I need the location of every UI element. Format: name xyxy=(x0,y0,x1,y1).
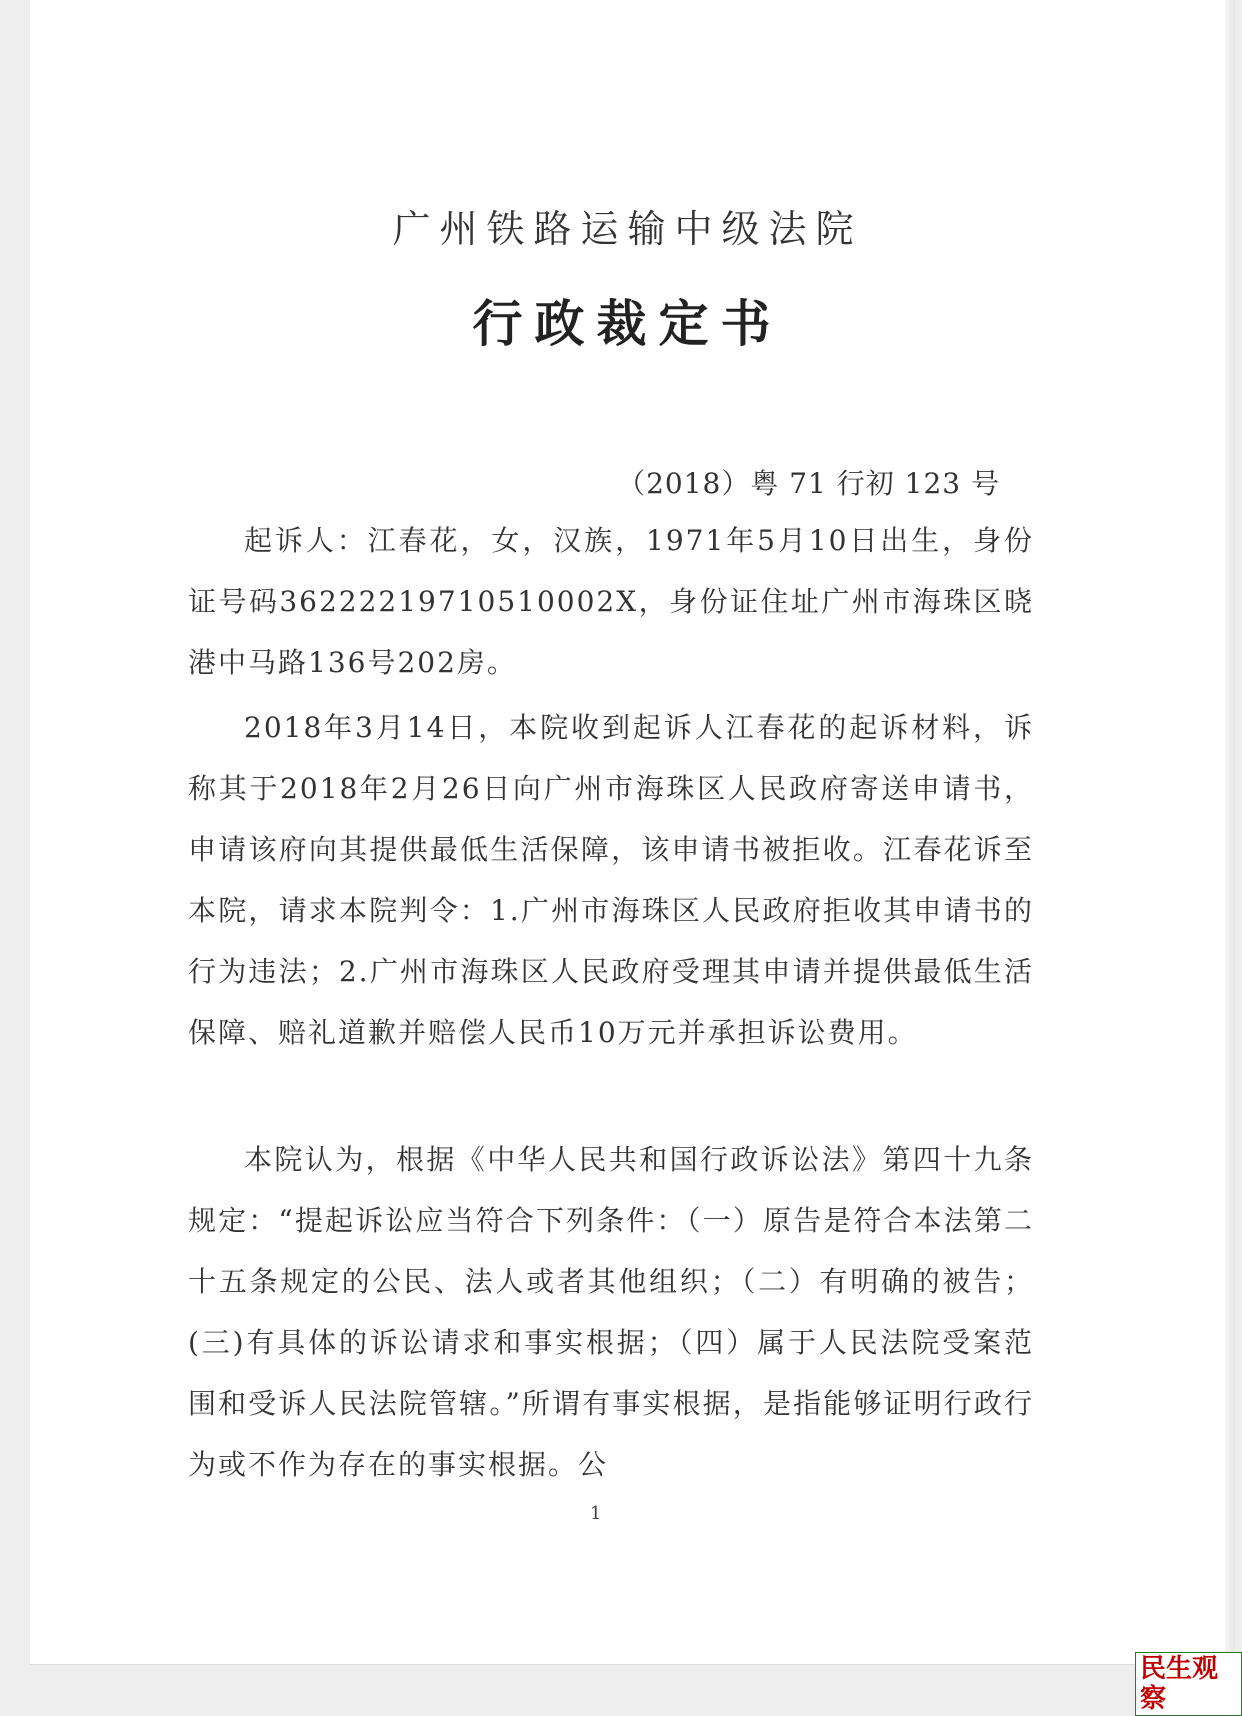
watermark-badge: 民生观察 xyxy=(1135,1652,1242,1716)
document-title: 行政裁定书 xyxy=(472,294,783,353)
page-edge xyxy=(1225,0,1235,1664)
document-page xyxy=(30,0,1225,1664)
paragraph-plaintiff: 起诉人：江春花，女，汉族，1971年5月10日出生，身份证号码36222219710510002X，身份证住址广州市海珠区晓港中马路136号202房。 xyxy=(188,524,1034,679)
paragraph-claims: 2018年3月14日，本院收到起诉人江春花的起诉材料，诉称其于2018年2月26日向广州市海珠区人民政府寄送申请书，申请该府向其提供最低生活保障，该申请书被拒收。江春花诉至本院，请求本院判令：1.广州市海珠区人民政府拒收其申请书的行为违法；2.广州市海珠区人民政府受理其申请并提供最低生活保障、赔礼道歉并赔偿人民币10万元并承担诉讼费用。 xyxy=(188,711,1034,1049)
page-number: 1 xyxy=(590,1503,602,1524)
paragraph-court-opinion: 本院认为，根据《中华人民共和国行政诉讼法》第四十九条规定：“提起诉讼应当符合下列条件：（一）原告是符合本法第二十五条规定的公民、法人或者其他组织；（二）有明确的被告；(三)有具体的诉讼请求和事实根据；（四）属于人民法院受案范围和受诉人民法院管辖。”所谓有事实根据，是指能够证明行政行为或不作为存在的事实根据。公 xyxy=(188,1143,1034,1481)
court-name: 广州铁路运输中级法院 xyxy=(392,207,863,251)
case-number: （2018）粤 71 行初 123 号 xyxy=(617,467,1000,500)
